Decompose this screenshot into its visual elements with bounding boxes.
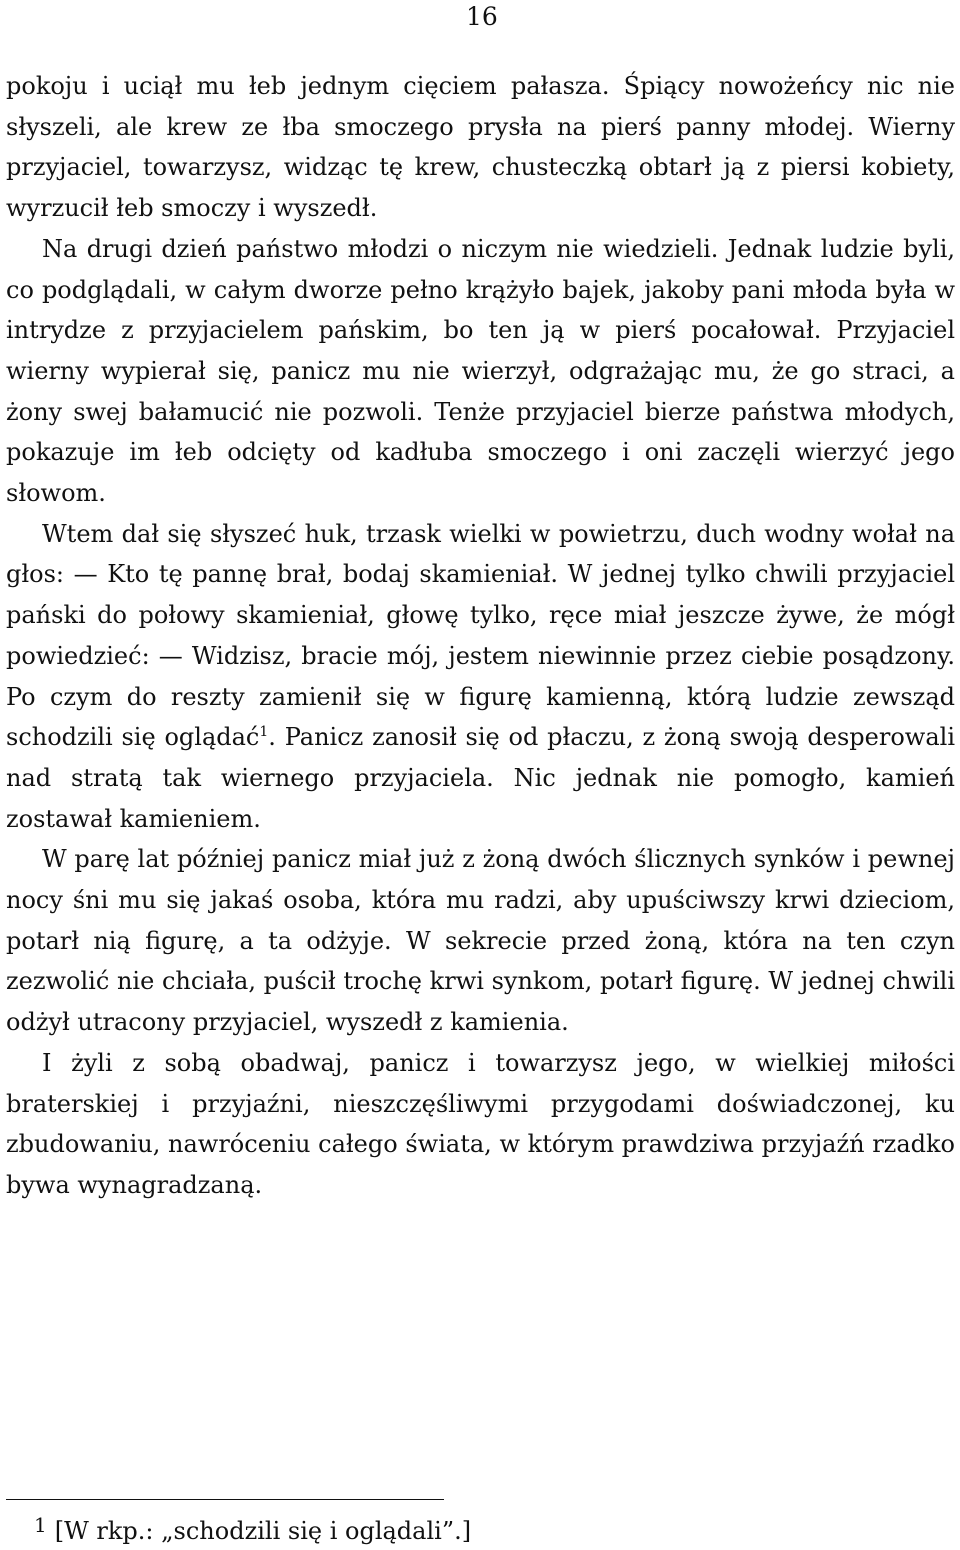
paragraph-3	[6, 514, 955, 840]
footnote-reference: 1	[259, 724, 269, 741]
paragraph-5: I żyli z sobą obadwaj, panicz i towarzysz jego, w wielkiej miłości braterskiej i przyjaźni, nieszczęśliwymi przygodami doświadczonej, ku zbudowaniu, nawróceniu całego świata, w którym prawdziwa przyjaźń rzadko bywa wynagradzaną.	[6, 1048, 955, 1199]
paragraph-4: W parę lat później panicz miał już z żoną dwóch ślicznych synków i pewnej nocy śni mu się jakaś osoba, która mu radzi, aby upuściwszy krwi dzieciom, potarł nią figurę, a ta odżyje. W sekrecie przed żoną, która na ten czyn zezwolić nie chciała, puścił trochę krwi synkom, potarł figurę. W jednej chwili odżył utracony przyjaciel, wyszedł z kamienia.	[6, 845, 955, 1037]
page-number: 16	[466, 2, 498, 31]
footnote	[34, 1514, 471, 1548]
footnote-marker: 1	[34, 1513, 47, 1537]
paragraph-1: pokoju i uciął mu łeb jednym cięciem pałasza. Śpiący nowożeńcy nic nie słyszeli, ale krew ze łba smoczego prysła na pierś panny młodej. Wierny przyjaciel, towarzysz, widząc tę krew, chusteczką obtarł ją z piersi kobiety, wyrzucił łeb smoczy i wyszedł.	[6, 72, 955, 223]
footnote-text: [W rkp.: „schodzili się i oglądali”.]	[54, 1517, 472, 1545]
paragraph-2: Na drugi dzień państwo młodzi o niczym nie wiedzieli. Jednak ludzie byli, co podglądali, w całym dworze pełno krążyło bajek, jakoby pani młoda była w intrydze z przyjacielem pańskim, bo ten ją w pierś pocałował. Przyjaciel wierny wypierał się, panicz mu nie wierzył, odgrażając mu, że go straci, a żony swej bałamucić nie pozwoli. Tenże przyjaciel bierze państwa młodych, pokazuje im łeb odcięty od kadłuba smoczego i oni zaczęli wierzyć jego słowom.	[6, 234, 955, 508]
paragraph-3-text-before-note: Wtem dał się słyszeć huk, trzask wielki w powietrzu, duch wodny wołał na głos: — Kto tę pannę brał, bodaj skamieniał. W jednej tylko chwili przyjaciel pański do połowy skamieniał, głowę tylko, ręce miał jeszcze żywe, że mógł powiedzieć: — Widzisz, bracie mój, jestem niewinnie przez ciebie posądzony. Po czym do reszty zamienił się w figurę kamienną, którą ludzie zewsząd schodzili się oglądać	[6, 519, 955, 752]
footnote-divider	[6, 1499, 444, 1500]
body-text	[6, 66, 955, 1206]
paragraph-3-text-after-note: . Panicz zanosił się od płaczu, z żoną swoją desperowali nad stratą tak wiernego przyjaciela. Nic jednak nie pomogło, kamień zostawał kamieniem.	[6, 723, 955, 833]
